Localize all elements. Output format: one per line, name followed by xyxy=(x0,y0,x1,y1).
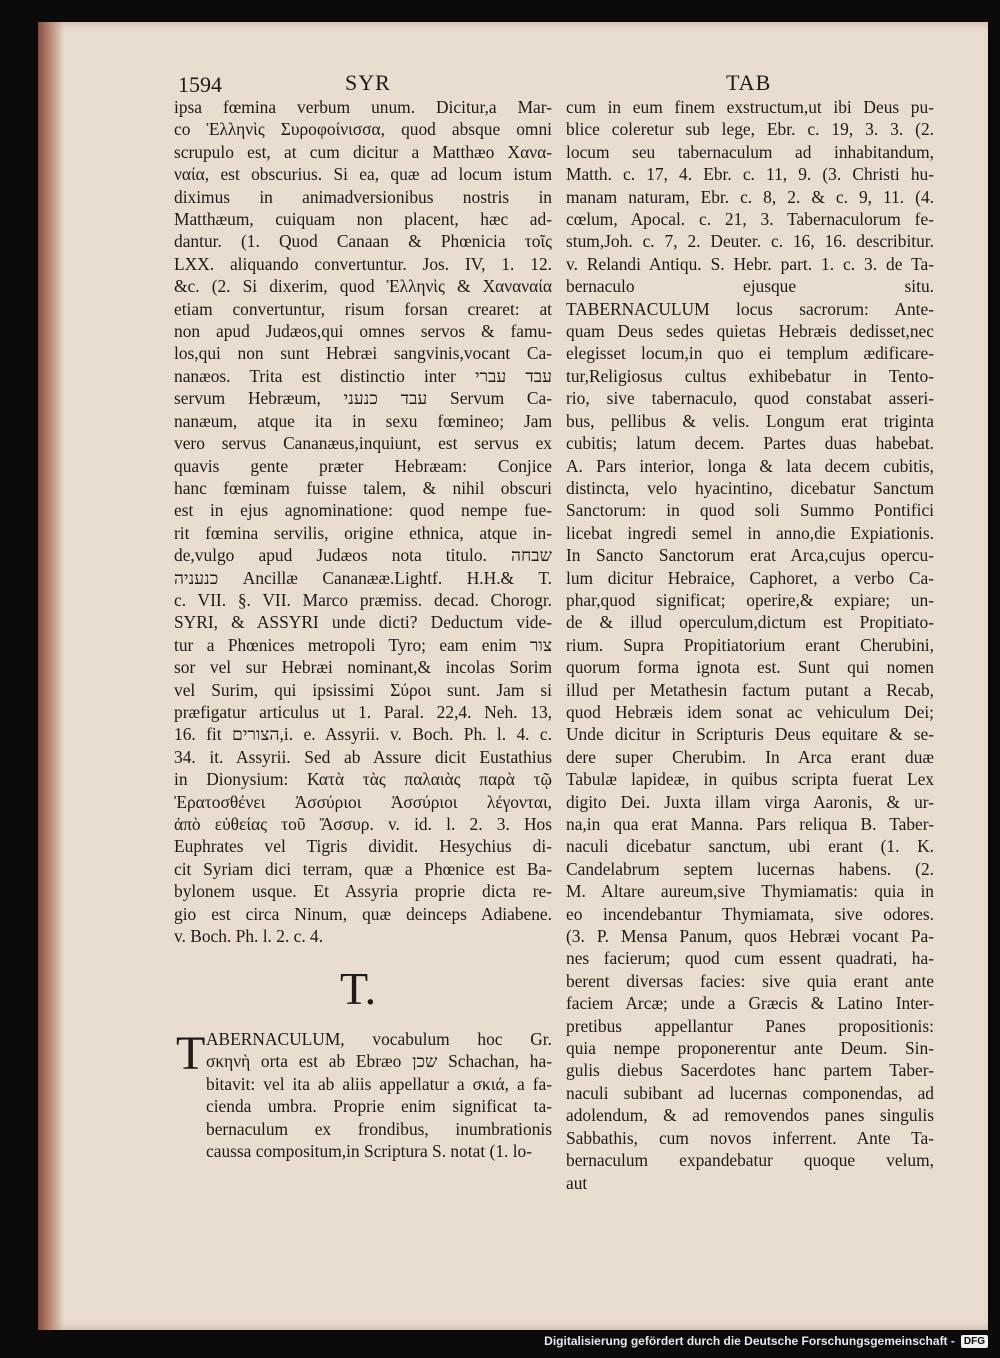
text-line: Candelabrum septem lucernas habens. (2. xyxy=(566,858,934,879)
text-line: gio est circa Ninum, quæ deinceps Adiabene. xyxy=(174,903,552,924)
text-line: bernaculum expandebatur quoque velum, xyxy=(566,1150,934,1171)
text-line: est in ejus agnominatione: quod nempe fue- xyxy=(174,500,552,521)
text-line: servum Hebræum, עבד כנעני Servum Ca- xyxy=(174,388,552,409)
text-line: hanc fœminam fuisse talem, & nihil obscuri xyxy=(174,477,552,498)
text-line: distincta, velo hyacintino, dicebatur Sanctum xyxy=(566,477,934,498)
text-line: M. Altare aureum,sive Thymiamatis: quia in xyxy=(566,881,934,902)
text-line: nes facierum; quod cum essent quadrati, ha- xyxy=(566,948,934,969)
text-line: gulis diebus Sacerdotes hanc partem Taber- xyxy=(566,1060,934,1081)
text-line: caussa compositum,in Scriptura S. notat (1. lo- xyxy=(206,1141,533,1162)
text-line: LXX. aliquando convertuntur. Jos. IV, 1. 12. xyxy=(174,253,552,274)
text-line: de,vulgo apud Judæos nota titulo. שבחה xyxy=(174,545,552,566)
running-head-right: TAB xyxy=(726,70,772,95)
text-line: faciem Arcæ; unde a Græcis & Latino Inter- xyxy=(566,993,934,1014)
text-line: ABERNACULUM, vocabulum hoc Gr. xyxy=(206,1029,552,1049)
text-line: eo incendebantur Thymiamata, sive odores. xyxy=(566,903,934,924)
text-line: Euphrates vel Tigris dividit. Hesychius di- xyxy=(174,836,552,857)
text-line: 16. fit הצורים,i. e. Assyrii. v. Boch. Ph. l. 4. c. xyxy=(174,724,552,745)
tabernaculum-entry xyxy=(206,1028,552,1162)
dfg-logo: DFG xyxy=(961,1335,988,1348)
text-line: sor vel sur Hebræi nominant,& incolas Sorim xyxy=(174,657,552,678)
text-line: dere super Cherubim. In Arca erant duæ xyxy=(566,746,934,767)
text-line: bernaculo ejusque situ. xyxy=(566,276,934,297)
text-line: quod Hebræis idem sonat ac vehiculum Dei; xyxy=(566,701,934,722)
text-line: ἀπὸ εὐθείας τοῦ Ἄσσυρ. v. id. l. 2. 3. Hos xyxy=(174,814,552,834)
text-line: Ἐρατοσθένει Ἀσσύριοι Ἀσσύριοι λέγονται, xyxy=(174,791,552,812)
text-line: In Sancto Sanctorum erat Arca,cujus opercu- xyxy=(566,545,934,566)
text-line: rium. Supra Propitiatorium erant Cherubini, xyxy=(566,634,934,655)
text-line: cum in eum finem exstructum,ut ibi Deus pu- xyxy=(566,97,934,117)
text-line: de & illud operculum,dictum est Propitiato- xyxy=(566,612,934,633)
text-line: c. VII. §. VII. Marco præmiss. decad. Chorogr. xyxy=(174,589,552,610)
text-line: non apud Judæos,qui omnes servos & famu- xyxy=(174,321,552,342)
text-line: ipsa fœmina verbum unum. Dicitur,a Mar- xyxy=(174,97,552,117)
text-line: cubitis; latum decem. Partes duas habebat. xyxy=(566,433,934,454)
text-line: rio, sive tabernaculo, quod constabat asseri- xyxy=(566,388,934,409)
text-line: rit fœmina servilis, origine ethnica, atque in- xyxy=(174,522,552,543)
text-line: elegisset locum,in quo ei templum ædificare- xyxy=(566,343,934,364)
text-line: cit Syriam dici terram, quæ a Phœnice est Ba- xyxy=(174,858,552,879)
text-line: pretibus appellantur Panes propositionis: xyxy=(566,1015,934,1036)
text-line: nanæum, atque ita in sexu fœmineo; Jam xyxy=(174,410,552,431)
text-line: tur,Religiosus cultus exhibebatur in Tento- xyxy=(566,365,934,386)
text-line: aut xyxy=(566,1172,588,1193)
text-line: digito Dei. Juxta illam virga Aaronis, & ur- xyxy=(566,791,934,812)
footer-credit xyxy=(544,1330,988,1352)
text-line: quavis gente præter Hebræam: Conjice xyxy=(174,455,552,476)
text-line: bitavit: vel ita ab aliis appellatur a σκιά, a fa- xyxy=(206,1073,552,1094)
page-number: 1594 xyxy=(178,72,222,97)
text-line: etiam convertuntur, risum forsan crearet: at xyxy=(174,298,552,319)
text-line: scrupulo est, at cum dicitur a Matthæo Χανα- xyxy=(174,141,552,162)
text-line: naculi dicebatur sanctum, ubi erant (1. K. xyxy=(566,836,934,857)
text-line: præfigatur articulus ut 1. Paral. 22,4. Neh. 13, xyxy=(174,701,552,722)
text-line: vel Surim, qui ipsissimi Σύροι sunt. Jam si xyxy=(174,679,552,700)
text-line: v. Boch. Ph. l. 2. c. 4. xyxy=(174,926,324,947)
text-line: manam naturam, Ebr. c. 8, 2. & c. 9, 11. (4. xyxy=(566,186,934,207)
text-line: v. Relandi Antiqu. S. Hebr. part. 1. c. 3. de Ta- xyxy=(566,253,934,274)
text-line: σκηνὴ orta est ab Ebræo שכן Schachan, ha- xyxy=(206,1051,552,1072)
page-header xyxy=(0,68,1000,98)
text-line: dantur. (1. Quod Canaan & Phœnicia τοῖς xyxy=(174,231,552,252)
text-line: illud per Metathesin factum putant a Recab, xyxy=(566,679,934,700)
text-line: TABERNACULUM locus sacrorum: Ante- xyxy=(566,298,934,319)
text-line: blice coleretur sub lege, Ebr. c. 19, 3. 3. (2. xyxy=(566,119,934,140)
text-line: Matthæum, cuiquam non placent, hæc ad- xyxy=(174,209,552,230)
text-line: bylonem usque. Et Assyria proprie dicta re- xyxy=(174,881,552,902)
text-line: licebat ingredi semel in anno,die Expiationis. xyxy=(566,522,934,543)
text-line: A. Pars interior, longa & lata decem cubitis, xyxy=(566,455,934,476)
text-line: tur a Phœnices metropoli Tyro; eam enim צור xyxy=(174,634,552,655)
text-line: in Dionysium: Κατὰ τὰς παλαιὰς παρὰ τῷ xyxy=(174,769,552,790)
page-binding-edge xyxy=(38,22,64,1330)
text-line: quia nempe proponerentur ante Deum. Sin- xyxy=(566,1038,934,1059)
text-line: Matth. c. 17, 4. Ebr. c. 11, 9. (3. Christi hu- xyxy=(566,164,934,185)
text-line: na,in qua erat Manna. Pars reliqua B. Taber- xyxy=(566,814,934,834)
text-line: quorum forma ignota est. Sunt qui nomen xyxy=(566,657,934,678)
text-line: Sanctorum: in quod soli Summo Pontifici xyxy=(566,500,934,521)
text-line: stum,Joh. c. 7, 2. Deuter. c. 16, 16. describitur. xyxy=(566,231,934,252)
text-line: co Ἑλληνὶς Συροφοίνισσα, quod absque omni xyxy=(174,119,552,140)
text-line: quam Deus sedes quietas Hebræis dedisset,nec xyxy=(566,321,934,342)
text-line: locum seu tabernaculum ad inhabitandum, xyxy=(566,141,934,162)
text-line: cœlum, Apocal. c. 21, 3. Tabernaculorum fe- xyxy=(566,209,934,230)
text-line: &c. (2. Si dixerim, quod Ἑλληνὶς & Χαναναία xyxy=(174,276,552,297)
text-line: berent diversas facies: sive quia erant ante xyxy=(566,970,934,991)
text-line: los,qui non sunt Hebræi sangvinis,vocant Ca- xyxy=(174,343,552,364)
drop-cap: T xyxy=(176,1027,206,1080)
text-line: diximus in animadversionibus nostris in xyxy=(174,186,552,207)
section-letter: T. xyxy=(340,963,377,1014)
text-line: nanæos. Trita est distinctio inter עבד עברי xyxy=(174,365,552,386)
text-line: כנעניה Ancillæ Cananææ.Lightf. H.H.& T. xyxy=(174,567,552,588)
text-line: naculi subibant ad lucernas componendas, ad xyxy=(566,1082,934,1103)
text-line: bernaculum ex frondibus, inumbrationis xyxy=(206,1118,552,1139)
text-line: SYRI, & ASSYRI unde dicti? Deductum vide- xyxy=(174,612,552,633)
text-line: bus, pellibus & velis. Longum erat triginta xyxy=(566,410,934,431)
text-line: lum dicitur Hebraice, Caphoret, a verbo Ca- xyxy=(566,567,934,588)
left-text-column xyxy=(174,96,552,947)
text-line: (3. P. Mensa Panum, quos Hebræi vocant Pa- xyxy=(566,926,934,947)
right-text-column xyxy=(566,96,934,1194)
running-head-left: SYR xyxy=(345,70,391,95)
text-line: Tabulæ lapideæ, in quibus scripta fuerat Lex xyxy=(566,769,934,790)
text-line: vero servus Cananæus,inquiunt, est servus ex xyxy=(174,433,552,454)
text-line: adolendum, & ad removendos panes singulis xyxy=(566,1105,934,1126)
text-line: ναία, est obscurius. Si ea, quæ ad locum istum xyxy=(174,164,552,185)
footer-text: Digitalisierung gefördert durch die Deutsche Forschungsgemeinschaft - xyxy=(544,1334,955,1348)
text-line: phar,quod significat; operire,& expiare; un- xyxy=(566,589,934,610)
text-line: cienda umbra. Proprie enim significat ta- xyxy=(206,1096,552,1117)
text-line: Sabbathis, cum novos inferrent. Ante Ta- xyxy=(566,1127,934,1148)
text-line: 34. it. Assyrii. Sed ab Assure dicit Eustathius xyxy=(174,746,552,767)
text-line: Unde dicitur in Scripturis Deus equitare & se- xyxy=(566,724,934,745)
